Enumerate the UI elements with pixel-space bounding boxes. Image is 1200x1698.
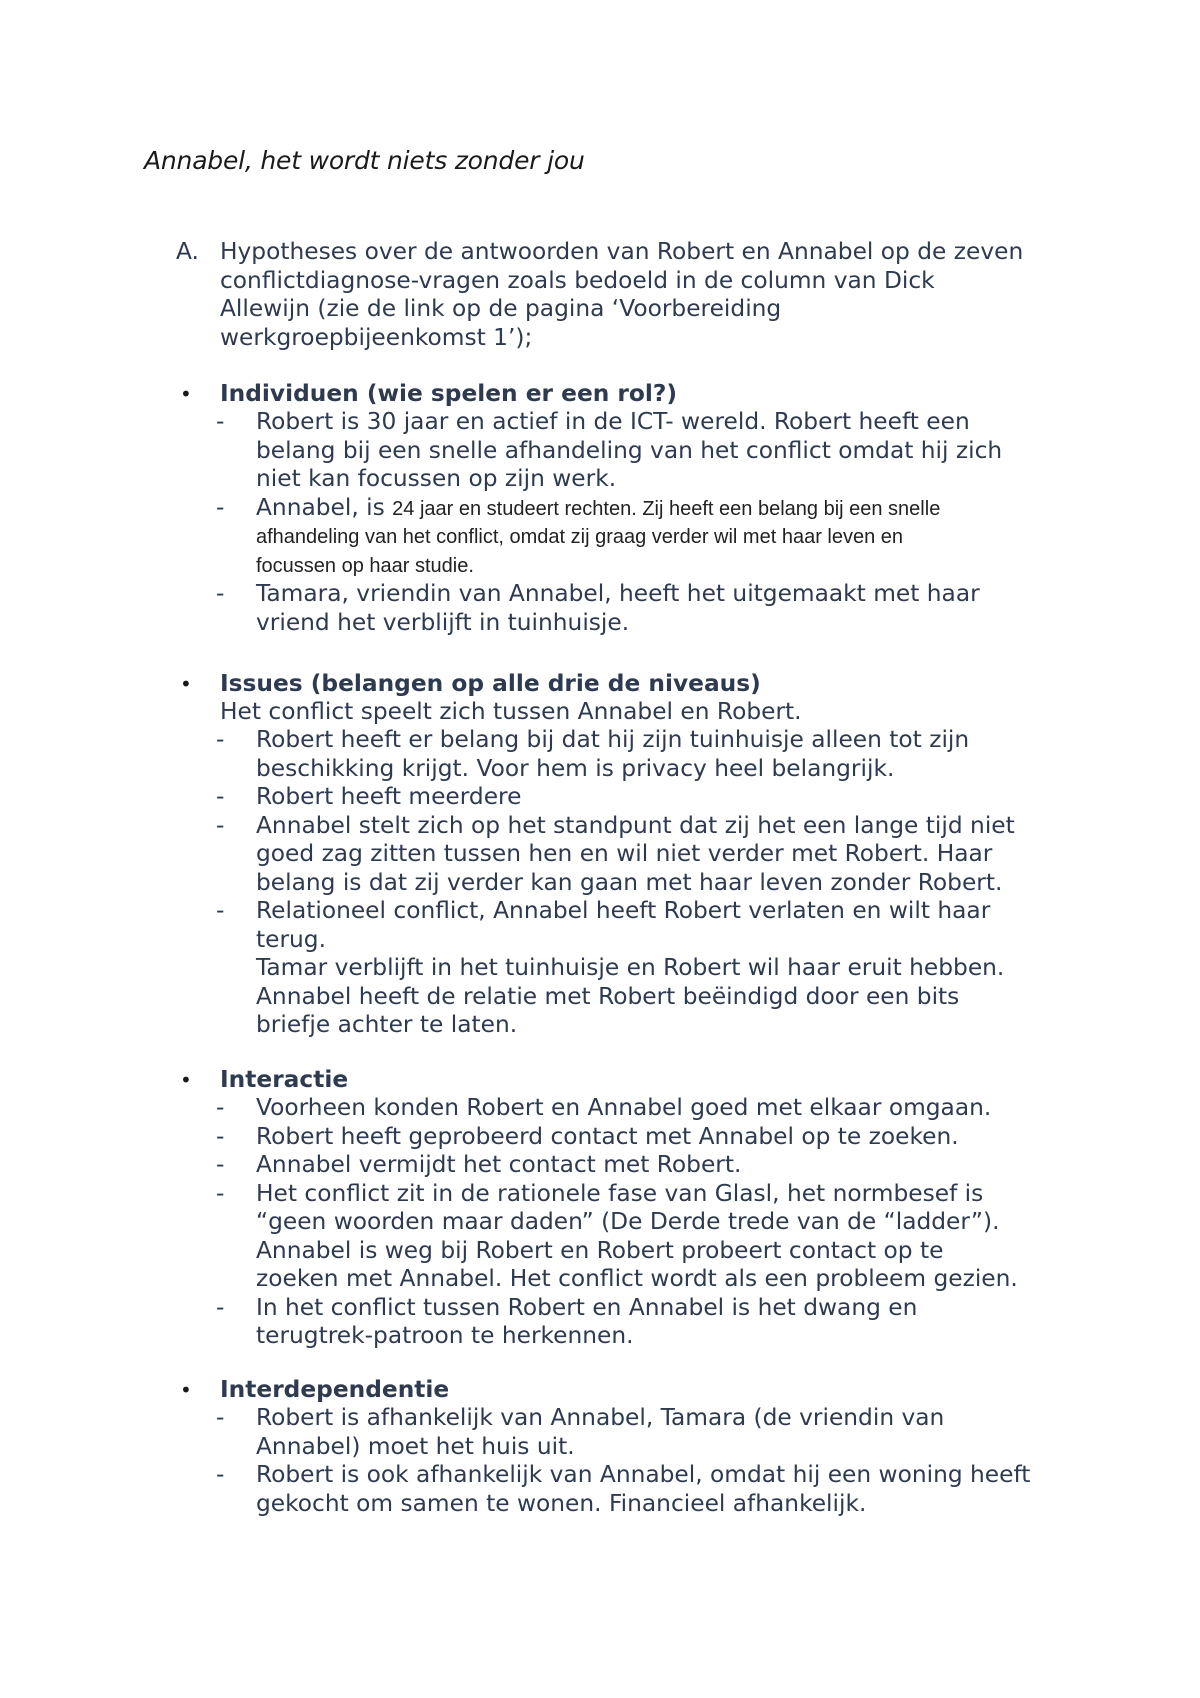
dash-marker: - — [216, 1179, 225, 1207]
list-item-line: belang bij een snelle afhandeling van het conflict omdat hij zich — [256, 436, 1003, 464]
dash-list — [216, 726, 1076, 1040]
list-item — [216, 1151, 1076, 1180]
dash-marker: - — [216, 1151, 225, 1178]
list-item-line: niet kan focussen op zijn werk. — [256, 465, 617, 492]
list-item — [216, 580, 1076, 637]
list-item — [216, 494, 1076, 581]
list-item-line: Tamar verblijft in het tuinhuisje en Robert wil haar eruit hebben. — [256, 954, 1005, 981]
list-item-line: terugtrek-patroon te herkennen. — [256, 1322, 634, 1349]
list-item-line: Robert is 30 jaar en actief in de ICT- wereld. Robert heeft een — [256, 408, 970, 435]
section-a-line: Hypotheses over de antwoorden van Robert en Annabel op de zeven — [220, 238, 1024, 265]
section-a-marker: A. — [176, 238, 199, 265]
bullet-icon: • — [180, 1068, 192, 1092]
list-item-line: goed zag zitten tussen hen en wil niet verder met Robert. Haar — [256, 840, 993, 867]
dash-marker: - — [216, 783, 225, 810]
bullet-icon: • — [180, 382, 192, 406]
dash-marker: - — [216, 408, 225, 435]
list-item-line: In het conflict tussen Robert en Annabel is het dwang en — [256, 1293, 918, 1321]
list-item-line: afhandeling van het conflict, omdat zij graag verder wil met haar leven en — [256, 526, 904, 548]
section-a-line: conflictdiagnose-vragen zoals bedoeld in de column van Dick — [220, 266, 935, 294]
list-item-line: Het conflict zit in de rationele fase van Glasl, het normbesef is — [256, 1179, 984, 1207]
list-item — [216, 783, 1076, 812]
list-item-line: Robert heeft meerdere — [256, 783, 522, 810]
list-item-line: Annabel is weg bij Robert en Robert probeert contact op te — [256, 1236, 944, 1264]
list-item — [216, 1094, 1076, 1123]
list-item-line: Robert heeft geprobeerd contact met Annabel op te zoeken. — [256, 1122, 959, 1150]
dash-marker: - — [216, 1461, 225, 1488]
list-item-line: focussen op haar studie. — [256, 554, 474, 577]
document-title: Annabel, het wordt niets zonder jou — [144, 146, 585, 175]
dash-marker: - — [216, 897, 225, 924]
list-item — [216, 812, 1076, 898]
list-item-line: Voorheen konden Robert en Annabel goed met elkaar omgaan. — [256, 1094, 992, 1121]
list-item-line: terug. — [256, 925, 327, 953]
dash-marker: - — [216, 1293, 225, 1321]
list-item-line: vriend het verblijft in tuinhuisje. — [256, 608, 630, 636]
list-item — [216, 897, 1076, 1040]
list-item — [216, 1404, 1076, 1461]
list-item-line: zoeken met Annabel. Het conflict wordt als een probleem gezien. — [256, 1265, 1018, 1292]
section-heading: Interdependentie — [220, 1376, 450, 1403]
list-item-line: “geen woorden maar daden” (De Derde trede van de “ladder”). — [256, 1208, 1000, 1235]
list-item-line: Annabel heeft de relatie met Robert beëindigd door een bits — [256, 982, 960, 1010]
section-heading: Individuen (wie spelen er een rol?) — [220, 380, 678, 407]
list-item-line: beschikking krijgt. Voor hem is privacy heel belangrijk. — [256, 754, 895, 782]
section-a-line: Allewijn (zie de link op de pagina ‘Voorbereiding — [220, 295, 782, 322]
dash-list — [216, 1404, 1076, 1518]
list-item-line: Robert is ook afhankelijk van Annabel, omdat hij een woning heeft — [256, 1461, 1031, 1488]
dash-marker: - — [216, 493, 225, 521]
list-item — [216, 1294, 1076, 1351]
list-item-line: Tamara, vriendin van Annabel, heeft het uitgemaakt met haar — [256, 580, 980, 607]
section-a-text — [220, 238, 1080, 352]
dash-list — [216, 1094, 1076, 1351]
list-item-prefix: Annabel, is — [256, 493, 393, 521]
section-heading: Interactie — [220, 1066, 349, 1093]
dash-marker: - — [216, 1404, 225, 1431]
section-intro: Het conflict speelt zich tussen Annabel en Robert. — [220, 698, 802, 725]
list-item-line: Relationeel conflict, Annabel heeft Robert verlaten en wilt haar — [256, 897, 991, 924]
list-item — [216, 1123, 1076, 1152]
dash-marker: - — [216, 580, 225, 607]
bullet-icon: • — [180, 1378, 192, 1402]
dash-list — [216, 408, 1076, 637]
list-item-line: Annabel vermijdt het contact met Robert. — [256, 1151, 742, 1178]
list-item-line: 24 jaar en studeert rechten. Zij heeft een belang bij een snelle — [392, 497, 941, 520]
list-item-line: Annabel) moet het huis uit. — [256, 1432, 575, 1460]
dash-marker: - — [216, 1094, 225, 1121]
list-item — [216, 726, 1076, 783]
bullet-icon: • — [180, 672, 192, 696]
section-heading: Issues (belangen op alle drie de niveaus) — [220, 670, 761, 697]
dash-marker: - — [216, 1122, 225, 1150]
dash-marker: - — [216, 726, 225, 753]
list-item-line: Robert heeft er belang bij dat hij zijn tuinhuisje alleen tot zijn — [256, 726, 970, 753]
list-item-line: Robert is afhankelijk van Annabel, Tamara (de vriendin van — [256, 1404, 945, 1431]
list-item — [216, 408, 1076, 494]
list-item-line: belang is dat zij verder kan gaan met haar leven zonder Robert. — [256, 868, 1003, 896]
list-item — [216, 1180, 1076, 1294]
list-item — [216, 1461, 1076, 1518]
dash-marker: - — [216, 811, 225, 839]
section-a-line: werkgroepbijeenkomst 1’); — [220, 323, 533, 351]
list-item-line: Annabel stelt zich op het standpunt dat zij het een lange tijd niet — [256, 811, 1015, 839]
list-item-line: briefje achter te laten. — [256, 1011, 518, 1038]
list-item-line: gekocht om samen te wonen. Financieel afhankelijk. — [256, 1489, 867, 1517]
